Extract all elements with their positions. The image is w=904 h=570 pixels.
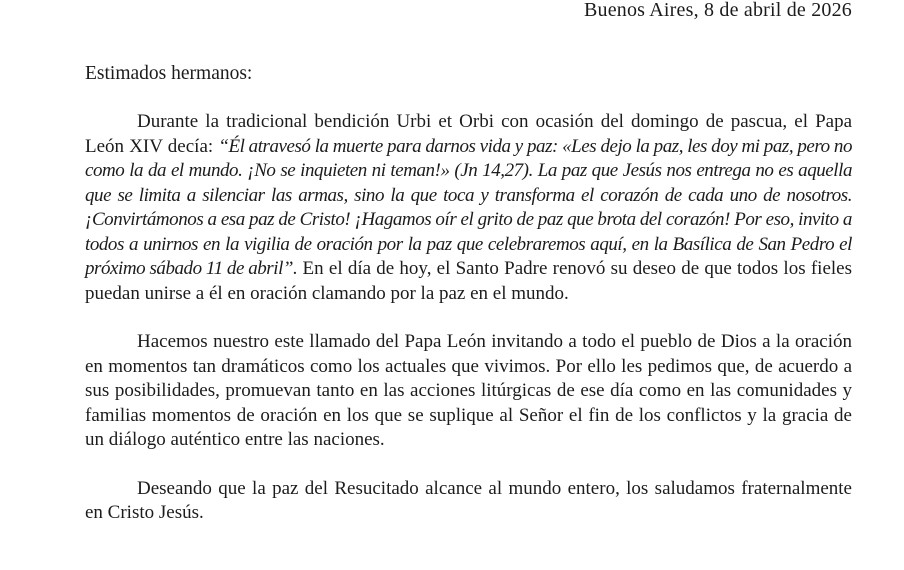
letter-paragraph-farewell: Deseando que la paz del Resucitado alcance al mundo entero, los saludamos fraternalmente en Cristo Jesús. xyxy=(85,477,852,523)
letter-dateline: Buenos Aires, 8 de abril de 2026 xyxy=(583,0,852,21)
paragraph-1-intro-text: Durante la tradicional bendición Urbi et Orbi con ocasión del domingo de pascua, el Papa León XIV decía: xyxy=(85,111,852,157)
paragraph-1-papal-quote: “Él atravesó la muerte para darnos vida y paz: «Les dejo la paz, les doy mi paz, pero no como la da el mundo. ¡No se inquieten ni teman!» (Jn 14,27). La paz que Jesús nos entrega no es aquella que se limita a silenciar las armas, sino la que toca y transforma el corazón de cada uno de nosotros. ¡Convirtámonos a esa paz de Cristo! ¡Hagamos oír el grito de paz que brota del corazón! Por eso, invito a todos a unirnos en la vigilia de oración por la paz que celebraremos aquí, en la Basílica de San Pedro el próximo sábado 11 de abril”. xyxy=(85,135,852,279)
paragraph-1-closing-text: En el día de hoy, el Santo Padre renovó su deseo de que todos los fieles puedan unirse a él en oración clamando por la paz en el mundo. xyxy=(85,258,852,304)
letter-greeting: Estimados hermanos: xyxy=(85,63,253,84)
letter-paragraph-urbi-et-orbi xyxy=(85,110,852,306)
letter-paragraph-invitation: Hacemos nuestro este llamado del Papa León invitando a todo el pueblo de Dios a la oración en momentos tan dramáticos como los actuales que vivimos. Por ello les pedimos que, de acuerdo a sus posibilidades, promuevan tanto en las acciones litúrgicas de ese día como en las comunidades y familias momentos de oración en los que se suplique al Señor el fin de los conflictos y la gracia de un diálogo auténtico entre las naciones. xyxy=(85,331,852,450)
